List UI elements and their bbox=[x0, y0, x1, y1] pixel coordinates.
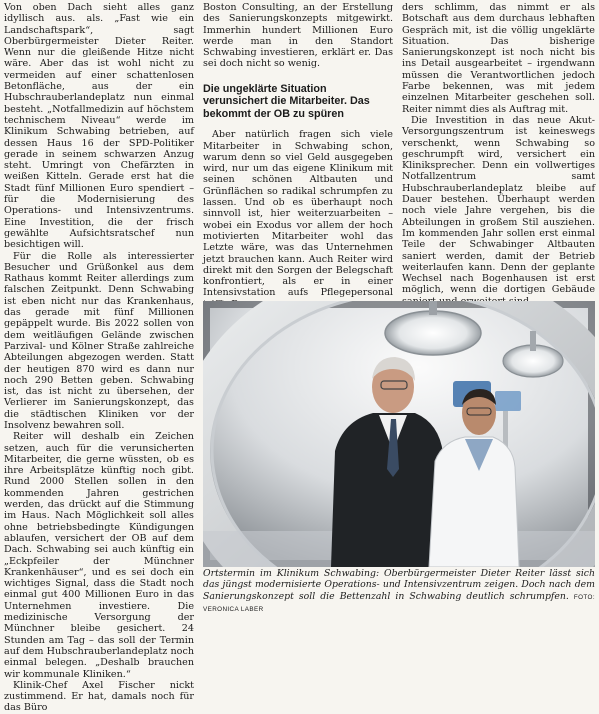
paragraph bbox=[4, 2, 194, 251]
paragraph: Klinik-Chef Axel Fischer nickt zustimmend. Er hat, damals noch für das Büro bbox=[4, 679, 194, 714]
photo-credit: FOTO: VERONICA LABER bbox=[203, 593, 595, 613]
article-subheading: Die ungeklärte Situation verunsichert die Mitarbeiter. Das bekommt der OB zu spüren bbox=[203, 82, 370, 120]
paragraph: Reiter will deshalb ein Zeichen setzen, auch für die verunsicherten Mitarbeiter, die gerne wüssten, ob es ihre Arbeitsplätze künftig noch gibt. Rund 2000 Stellen sollen in den kommenden Jahren gestrichen werden, das drückt auf die Stimmung im Haus. Nach Möglichkeit soll alles ohne betriebsbedingte Kündigungen ablaufen, versichert der OB auf dem Dach. Schwabing sei auch künftig ein „Eckpfeiler der Münchner Krankenhäuser“, und es sei doch ein wichtiges Signal, dass die Stadt noch einmal gut 400 Millionen Euro in das Unternehmen investiere. Die medizinische Versorgung der Münchner bleibe gesichert. 24 Stunden am Tag – das soll der Termin auf dem Hubschrauberlandeplatz noch einmal belegen. „Deshalb brauchen wir kommunale Kliniken.“ bbox=[4, 431, 194, 680]
caption-text: Ortstermin im Klinikum Schwabing: Oberbürgermeister Dieter Reiter lässt sich das jüngst modernisierte Operations- und Intensivzentrum zeigen. Doch nach dem Sanierungskonzept soll die Bettenzahl in Schwabing deutlich schrumpfen. bbox=[203, 568, 595, 602]
article-column-2 bbox=[203, 2, 393, 310]
article-photo bbox=[203, 301, 595, 567]
article-column-1 bbox=[4, 2, 194, 714]
photo-caption bbox=[203, 568, 595, 615]
paragraph: Die Investition in das neue Akut-Versorgungszentrum ist keineswegs verschenkt, wenn Schwabing so geschrumpft wird, versichert ein Kliniksprecher. Denn ein vollwertiges Notfallzentrum samt Hubschrauberlandeplatz bleibe auf Dauer bestehen. Überhaupt werden noch viele Jahre vergehen, bis die Abteilungen in großem Stil ausziehen. Im kommenden Jahr sollen erst einmal Teile der Schwabinger Altbauten saniert werden, damit der Betrieb weiterlaufen kann. Denn der geplante Wechsel nach Bogenhausen ist erst möglich, wenn die dortigen Gebäude bbox=[402, 114, 595, 296]
paragraph: Für die Rolle als interessierter Besucher und Grüßonkel aus dem Rathaus kommt Reiter allerdings zum falschen Zeitpunkt. Denn Schwabing ist eben nicht nur das Krankenhaus, das gerade mit fünf Millionen gepäppelt wurde. Bis 2022 sollen von dem weitläufigen Gelände zwischen Parzival- und Kölner Straße zahlreiche Abteilungen abgezogen werden. Statt der heutigen 870 wird es dann nur noch 290 Betten geben. Schwabing ist, das ist nicht zu übersehen, der Verlierer im Sanierungskonzept, das die städtischen Kliniken vor der Insolvenz bewahren soll. bbox=[4, 250, 194, 431]
paragraph: Aber natürlich fragen sich viele Mitarbeiter in Schwabing schon, warum denn so viel Geld ausgegeben wird, nur um das eigene Klinikum mit seinen schönen Altbauten und Grünflächen so radikal schrumpfen zu lassen. Und ob es überhaupt noch sinnvoll ist, hier weiterzuarbeiten – wobei ein Exodus vor allem der hoch motivierten Mitarbeiter wohl das Letzte wäre, was das Unternehmen jetzt brauchen kann. Auch Reiter wird direkt mit den Sorgen der Belegschaft konfrontiert, als er in einer Intensivstation aufs Pflegepersonal bbox=[203, 129, 393, 299]
intro-text: Von oben Dach sieht alles ganz idyllisch aus. bbox=[4, 2, 194, 25]
paragraph: ders schlimm, das nimmt er als Botschaft aus dem durchaus lebhaften Gespräch mit, ist die völlig ungeklärte Situation. Das bisherige Sanierungskonzept ist noch nicht bis ins Detail ausgearbeitet – irgendwann müssen die Verantwortlichen jedoch Farbe bekennen, was mit jedem einzelnen Mitarbeiter geschehen soll. Reiter nimmt dies als Auftrag mit. bbox=[402, 2, 595, 115]
paragraph: Boston Consulting, an der Erstellung des Sanierungskonzepts mitgewirkt. Immerhin hundert Millionen Euro werde man in den Standort Schwabing investieren, erklärt er. Das sei doch nicht so wenig. bbox=[203, 2, 393, 70]
photo-illustration bbox=[203, 301, 595, 567]
article-column-3 bbox=[402, 2, 595, 320]
paragraph-text: als. „Fast wie ein Landschaftspark“, sagt Oberbürgermeister Dieter Reiter. Wenn nur die gleißende Hitze nicht wäre. Aber das ist wohl nicht zu vermeiden auf einer schattenlosen Betonfläche, aus der ein Hubschrauberlandeplatz nun einmal besteht. „Notfallmedizin auf höchstem technischem Niveau“ werde im Klinikum Schwabing betrieben, auf dessen Haus 16 der SPD-Politiker gerade in seinem schwarzen Anzug steht. Umringt von Chefärzten in weißen Kitteln. Gerade erst hat die Stadt fünf Millionen Euro spendiert – für die Modernisierung des Operations- und Intensivzentrums. Eine Investition, die der frisch gewählte Aufsichtsratschef nun besichtigen will. bbox=[4, 13, 194, 251]
